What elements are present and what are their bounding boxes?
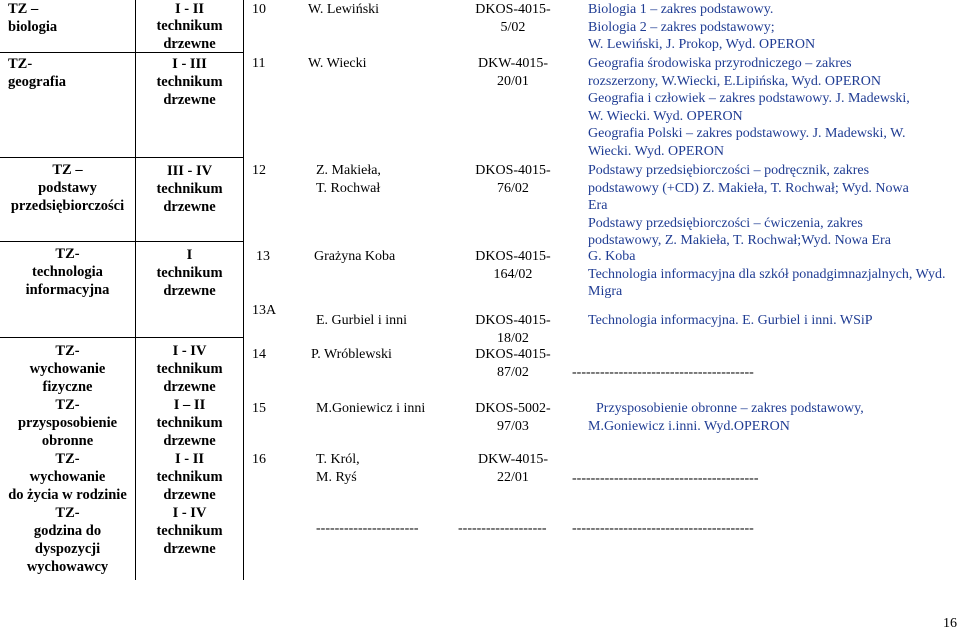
grades-cell: I - IV [172,505,207,521]
row-number: 14 [252,347,266,362]
author-cell: Z. Makieła, T. Rochwał [316,163,381,196]
program-cell: DKOS-4015- 5/02 [475,2,551,35]
school-cell: technikum drzewne [156,415,223,449]
grades-cell: I - II [174,451,204,467]
subject-cell: TZ- geografia [8,56,66,90]
textbook-cell: Podstawy przedsiębiorczości – podręcznik, zakres podstawowy (+CD) Z. Makieła, T. Rochwał; Wyd. Nowa Era Podstawy przedsiębiorczości – ćwiczenia, zakres podstawowy, Z. Makieła, T. Rochwał;Wyd. Nowa Era [588,163,909,248]
subject-cell: TZ- technologia informacyjna [25,246,110,298]
subject-cell: TZ- wychowanie do życia w rodzinie [8,451,127,503]
program-cell: DKOS-4015- 164/02 [475,249,551,282]
row-number: 11 [252,56,266,71]
subject-cell: TZ- wychowanie fizyczne [29,343,106,395]
row-number: 10 [252,2,266,17]
author-cell: W. Lewiński [308,2,380,17]
row-number: 13A [252,303,277,318]
row-number: 15 [252,401,266,416]
textbook-cell: Technologia informacyjna. E. Gurbiel i inni. WSiP [588,313,873,328]
grades-cell: I – II [173,397,206,413]
school-cell: technikum drzewne [156,469,223,503]
grades-cell: I - II [174,1,204,17]
author-cell: E. Gurbiel i inni [316,313,407,328]
grades-cell: III - IV [166,163,213,179]
program-cell: DKOS-5002- 97/03 [475,401,551,434]
column-divider [243,0,244,580]
grades-cell: I - III [172,56,207,72]
program-cell: DKW-4015- 20/01 [478,56,548,89]
author-cell: M.Goniewicz i inni [316,401,426,416]
textbook-cell: --------------------------------------- [572,521,754,536]
school-cell: technikum drzewne [156,18,223,52]
program-cell: DKOS-4015- 18/02 [475,313,551,346]
school-cell: technikum drzewne [156,361,223,395]
school-cell: technikum drzewne [156,265,223,299]
row-number: 12 [252,163,266,178]
row-divider [0,337,243,338]
program-cell: DKW-4015- 22/01 [478,452,548,485]
program-cell: DKOS-4015- 76/02 [475,163,551,196]
textbook-cell: G. Koba Technologia informacyjna dla szkół ponadgimnazjalnych, Wyd. Migra [588,249,946,299]
row-number: 16 [252,452,266,467]
textbook-cell: Geografia środowiska przyrodniczego – zakres rozszerzony, W.Wiecki, E.Lipińska, Wyd. OPERON Geografia i człowiek – zakres podstawowy. J. Madewski, W. Wiecki. Wyd. OPERON Geografia Polski – zakres podstawowy. J. Madewski, W. Wiecki. Wyd. OPERON [588,56,910,159]
author-cell: Grażyna Koba [314,249,396,264]
subject-cell: TZ – biologia [8,1,58,35]
row-divider [0,241,243,242]
textbook-cell: Biologia 1 – zakres podstawowy. Biologia 2 – zakres podstawowy; W. Lewiński, J. Prokop, Wyd. OPERON [588,2,816,52]
grades-cell: I - IV [172,343,207,359]
author-cell: T. Król, M. Ryś [316,452,360,485]
textbook-cell: ---------------------------------------- [572,471,759,486]
textbook-cell: Przysposobienie obronne – zakres podstawowy, M.Goniewicz i.inni. Wyd.OPERON [588,401,864,434]
grades-cell: I [186,247,193,263]
school-cell: technikum drzewne [156,74,223,108]
author-cell: W. Wiecki [308,56,367,71]
row-number: 13 [256,249,270,264]
page-number: 16 [943,616,957,631]
program-cell: ------------------- [458,521,547,536]
school-cell: technikum drzewne [156,181,223,215]
school-cell: technikum drzewne [156,523,223,557]
author-cell: P. Wróblewski [311,347,392,362]
textbook-cell: --------------------------------------- [572,365,754,380]
row-divider [0,157,243,158]
author-cell: ---------------------- [316,521,419,536]
program-cell: DKOS-4015- 87/02 [475,347,551,380]
subject-cell: TZ- godzina do dyspozycji wychowawcy [26,505,109,575]
subject-cell: TZ- przysposobienie obronne [17,397,118,449]
subject-cell: TZ – podstawy przedsiębiorczości [10,162,125,214]
